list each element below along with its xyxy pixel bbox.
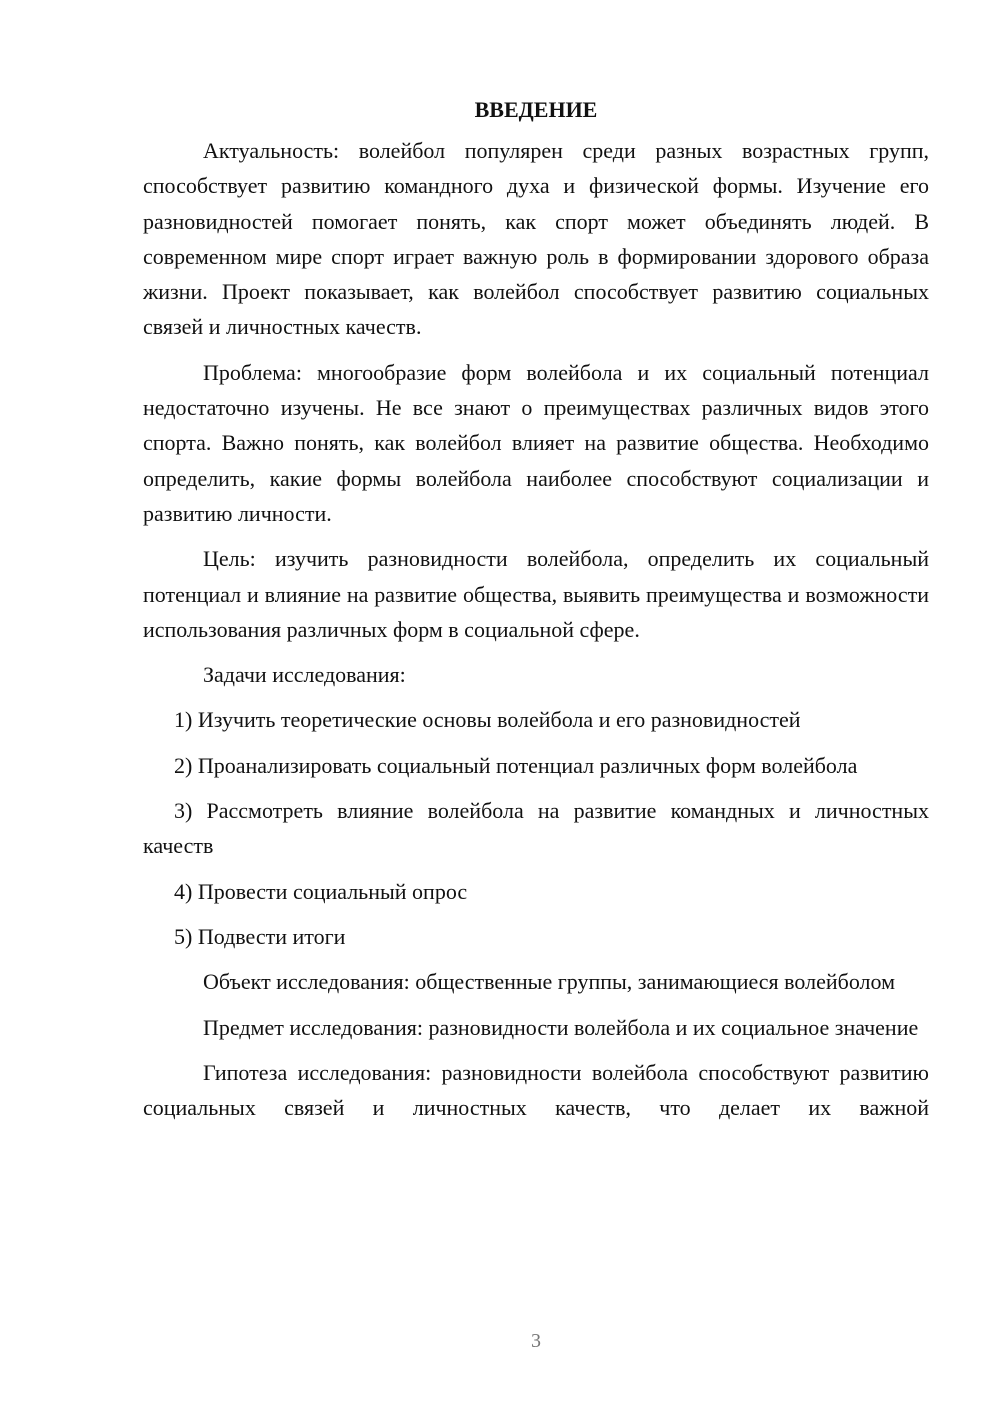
page-number: 3 [531, 1330, 541, 1352]
subject-paragraph: Предмет исследования: разновидности волейбола и их социальное значение [203, 1014, 919, 1040]
task-item-4: 4) Провести социальный опрос [174, 878, 468, 904]
relevance-paragraph: Актуальность: волейбол популярен среди разных возрастных групп, способствует развитию командного духа и физической формы. Изучение его разновидностей помогает понять, как спорт может объединять людей. В современном мире спорт играет важную роль в формировании здорового образа жизни. Проект показывает, как волейбол способствует развитию социальных связей и личностных качеств. [143, 138, 929, 340]
hypothesis-paragraph: Гипотеза исследования: разновидности волейбола способствуют развитию социальных связей и личностных качеств, что делает их важной [143, 1059, 929, 1121]
task-item-1: 1) Изучить теоретические основы волейбола и его разновидностей [174, 707, 801, 733]
object-paragraph: Объект исследования: общественные группы, занимающиеся волейболом [203, 969, 896, 995]
goal-paragraph: Цель: изучить разновидности волейбола, определить их социальный потенциал и влияние на развитие общества, выявить преимущества и возможности использования различных форм в социальной сфере. [143, 546, 929, 642]
task-item-2: 2) Проанализировать социальный потенциал различных форм волейбола [174, 752, 858, 778]
problem-paragraph: Проблема: многообразие форм волейбола и их социальный потенциал недостаточно изучены. Не все знают о преимуществах различных видов этого спорта. Важно понять, как волейбол влияет на развитие общества. Необходимо определить, какие формы волейбола наиболее способствуют социализации и развитию личности. [143, 359, 929, 526]
page-title: ВВЕДЕНИЕ [474, 97, 598, 122]
task-item-5: 5) Подвести итоги [174, 923, 346, 949]
tasks-heading: Задачи исследования: [203, 662, 406, 688]
document-page [143, 92, 929, 1135]
task-item-3: 3) Рассмотреть влияние волейбола на развитие командных и личностных качеств [143, 798, 929, 859]
